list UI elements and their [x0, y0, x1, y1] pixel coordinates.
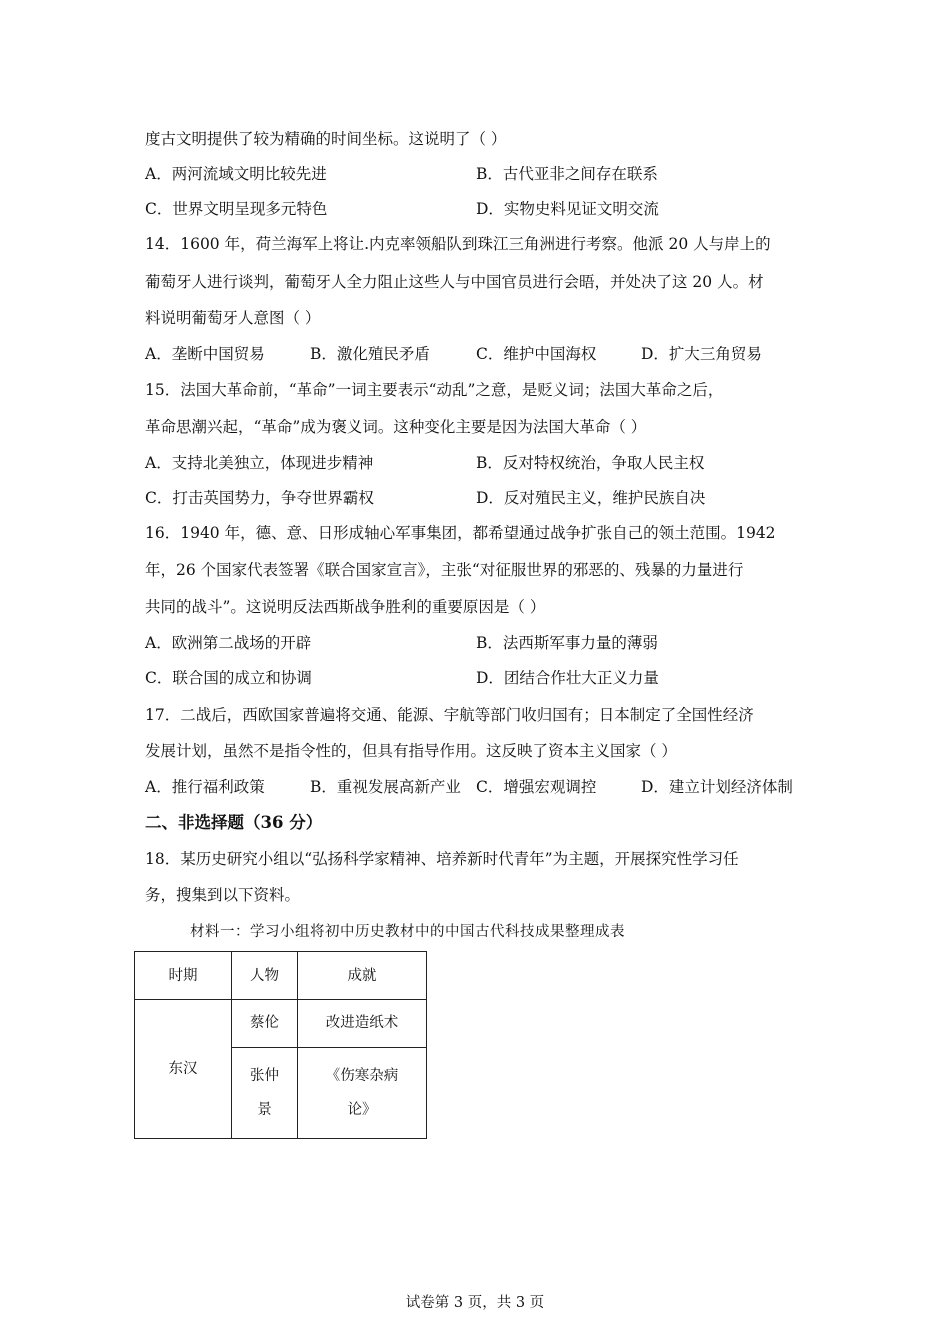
section-2-heading: 二、非选择题（36 分）: [145, 813, 323, 832]
q14-option-d: D．扩大三角贸易: [641, 345, 762, 363]
q15-option-c: C．打击英国势力，争夺世界霸权: [145, 489, 374, 507]
q15-stem-line-1: 15．法国大革命前，“革命”一词主要表示“动乱”之意，是贬义词；法国大革命之后，: [145, 381, 724, 399]
q16-stem-line-3: 共同的战斗”。这说明反法西斯战争胜利的重要原因是（ ）: [145, 598, 546, 616]
q14-option-c: C．维护中国海权: [476, 345, 597, 363]
q14-stem-line-2: 葡萄牙人进行谈判，葡萄牙人全力阻止这些人与中国官员进行会晤，并处决了这 20 人。材: [145, 273, 764, 291]
q17-stem-line-1: 17．二战后，西欧国家普遍将交通、能源、宇航等部门收归国有；日本制定了全国性经济: [145, 706, 754, 724]
table-header-period: 时期: [135, 952, 232, 1000]
q13-option-c: C．世界文明呈现多元特色: [145, 200, 328, 218]
table-cell-person: 张仲景: [232, 1047, 298, 1139]
q15-option-b: B．反对特权统治，争取人民主权: [476, 454, 705, 472]
table-cell-period: 东汉: [135, 1000, 232, 1139]
q18-stem-line-1: 18．某历史研究小组以“弘扬科学家精神、培养新时代青年”为主题，开展探究性学习任: [145, 850, 739, 868]
q16-stem-line-2: 年，26 个国家代表签署《联合国家宣言》，主张“对征服世界的邪恶的、残暴的力量进行: [145, 561, 744, 579]
q15-option-d: D．反对殖民主义，维护民族自决: [476, 489, 706, 507]
page-footer: 试卷第 3 页，共 3 页: [405, 1295, 545, 1311]
table-cell-person: 蔡伦: [232, 1000, 298, 1047]
table-cell-achievement: 改进造纸术: [298, 1000, 427, 1047]
q16-option-d: D．团结合作壮大正义力量: [476, 669, 659, 687]
q15-option-a: A．支持北美独立，体现进步精神: [145, 454, 374, 472]
q13-option-d: D．实物史料见证文明交流: [476, 200, 659, 218]
q17-option-b: B．重视发展高新产业: [310, 778, 461, 796]
q13-stem-tail: 度古文明提供了较为精确的时间坐标。这说明了（ ）: [145, 130, 507, 148]
q16-option-a: A．欧洲第二战场的开辟: [145, 634, 312, 652]
q13-option-a: A．两河流域文明比较先进: [145, 165, 327, 183]
q14-option-b: B．激化殖民矛盾: [310, 345, 430, 363]
q16-stem-line-1: 16．1940 年，德、意、日形成轴心军事集团，都希望通过战争扩张自己的领土范围。1942: [145, 524, 776, 542]
material-1-caption: 材料一：学习小组将初中历史教材中的中国古代科技成果整理成表: [190, 924, 625, 940]
material-1-table: [134, 951, 427, 1139]
table-cell-achievement: 《伤寒杂病论》: [298, 1047, 427, 1139]
q17-option-d: D．建立计划经济体制: [641, 778, 793, 796]
q17-option-a: A．推行福利政策: [145, 778, 265, 796]
table-header-achievement: 成就: [298, 952, 427, 1000]
q14-stem-line-3: 料说明葡萄牙人意图（ ）: [145, 309, 321, 327]
q17-stem-line-2: 发展计划，虽然不是指令性的，但具有指导作用。这反映了资本主义国家（ ）: [145, 742, 677, 760]
q14-option-a: A．垄断中国贸易: [145, 345, 265, 363]
q16-option-b: B．法西斯军事力量的薄弱: [476, 634, 658, 652]
table-header-person: 人物: [232, 952, 298, 1000]
q13-option-b: B．古代亚非之间存在联系: [476, 165, 658, 183]
table-header-row: [135, 952, 427, 1000]
q17-option-c: C．增强宏观调控: [476, 778, 597, 796]
q15-stem-line-2: 革命思潮兴起，“革命”成为褒义词。这种变化主要是因为法国大革命（ ）: [145, 418, 647, 436]
q18-stem-line-2: 务，搜集到以下资料。: [145, 886, 301, 904]
q16-option-c: C．联合国的成立和协调: [145, 669, 312, 687]
q14-stem-line-1: 14．1600 年，荷兰海军上将让.内克率领船队到珠江三角洲进行考察。他派 20 人与岸上的: [145, 235, 771, 253]
table-row: [135, 1000, 427, 1047]
